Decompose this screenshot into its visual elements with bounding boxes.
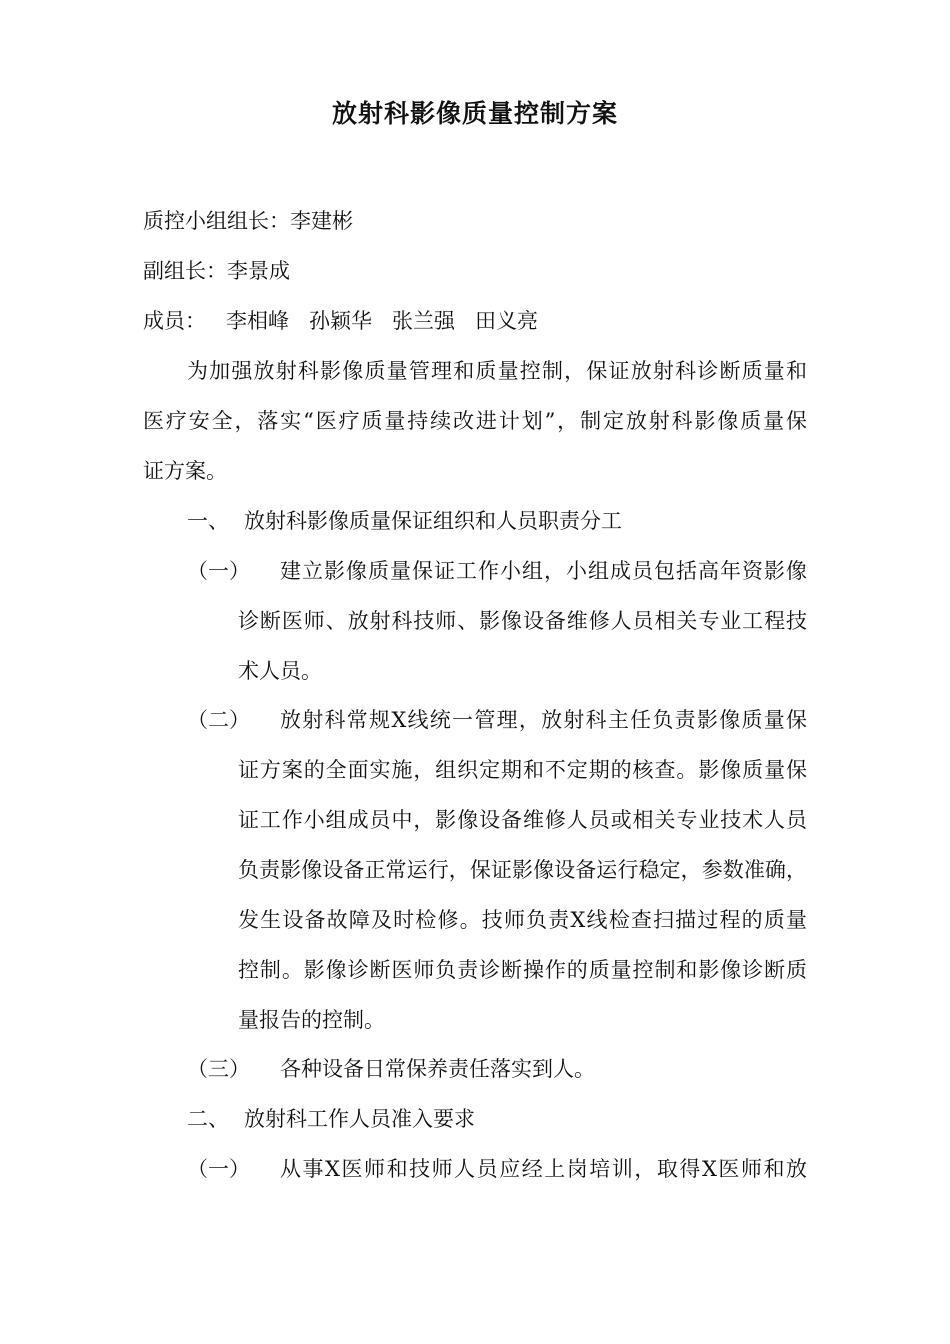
- section-number: 二、: [187, 1107, 229, 1131]
- item-line: 证工作小组成员中，影像设备维修人员或相关专业技术人员: [238, 808, 807, 832]
- deputy-line: 副组长：李景成: [143, 259, 290, 283]
- member-name: 张兰强: [392, 309, 455, 333]
- member-name: 田义亮: [475, 309, 538, 333]
- intro-line: 证方案。: [143, 459, 227, 483]
- item-line: 从事X医师和技师人员应经上岗培训，取得X医师和放: [280, 1157, 807, 1181]
- item-line: 建立影像质量保证工作小组，小组成员包括高年资影像: [280, 559, 807, 583]
- item-number: （一）: [187, 559, 250, 583]
- leader-line: 质控小组组长：李建彬: [143, 209, 353, 233]
- section-heading: 放射科影像质量保证组织和人员职责分工: [244, 509, 622, 533]
- item-number: （三）: [187, 1057, 250, 1081]
- document-title: 放射科影像质量控制方案: [331, 99, 618, 128]
- item-line: 控制。影像诊断医师负责诊断操作的质量控制和影像诊断质: [238, 958, 807, 982]
- item-number: （一）: [187, 1157, 250, 1181]
- item-number: （二）: [187, 708, 250, 732]
- member-name: 孙颖华: [309, 309, 372, 333]
- item-line: 术人员。: [238, 659, 322, 683]
- intro-line: 医疗安全，落实“医疗质量持续改进计划”，制定放射科影像质量保: [143, 409, 807, 433]
- item-line: 各种设备日常保养责任落实到人。: [280, 1057, 595, 1081]
- members-label: 成员：: [143, 309, 206, 333]
- section-number: 一、: [187, 509, 229, 533]
- item-line: 诊断医师、放射科技师、影像设备维修人员相关专业工程技: [238, 609, 807, 633]
- members-line: [143, 306, 538, 336]
- item-line: 证方案的全面实施，组织定期和不定期的核查。影像质量保: [238, 758, 807, 782]
- intro-line: 为加强放射科影像质量管理和质量控制，保证放射科诊断质量和: [187, 359, 807, 383]
- item-line: 放射科常规X线统一管理，放射科主任负责影像质量保: [280, 708, 807, 732]
- section-heading: 放射科工作人员准入要求: [244, 1107, 475, 1131]
- member-name: 李相峰: [226, 309, 289, 333]
- item-line: 量报告的控制。: [238, 1008, 385, 1032]
- item-line: 负责影像设备正常运行，保证影像设备运行稳定，参数准确，: [238, 858, 807, 882]
- item-line: 发生设备故障及时检修。技师负责X线检查扫描过程的质量: [238, 908, 807, 932]
